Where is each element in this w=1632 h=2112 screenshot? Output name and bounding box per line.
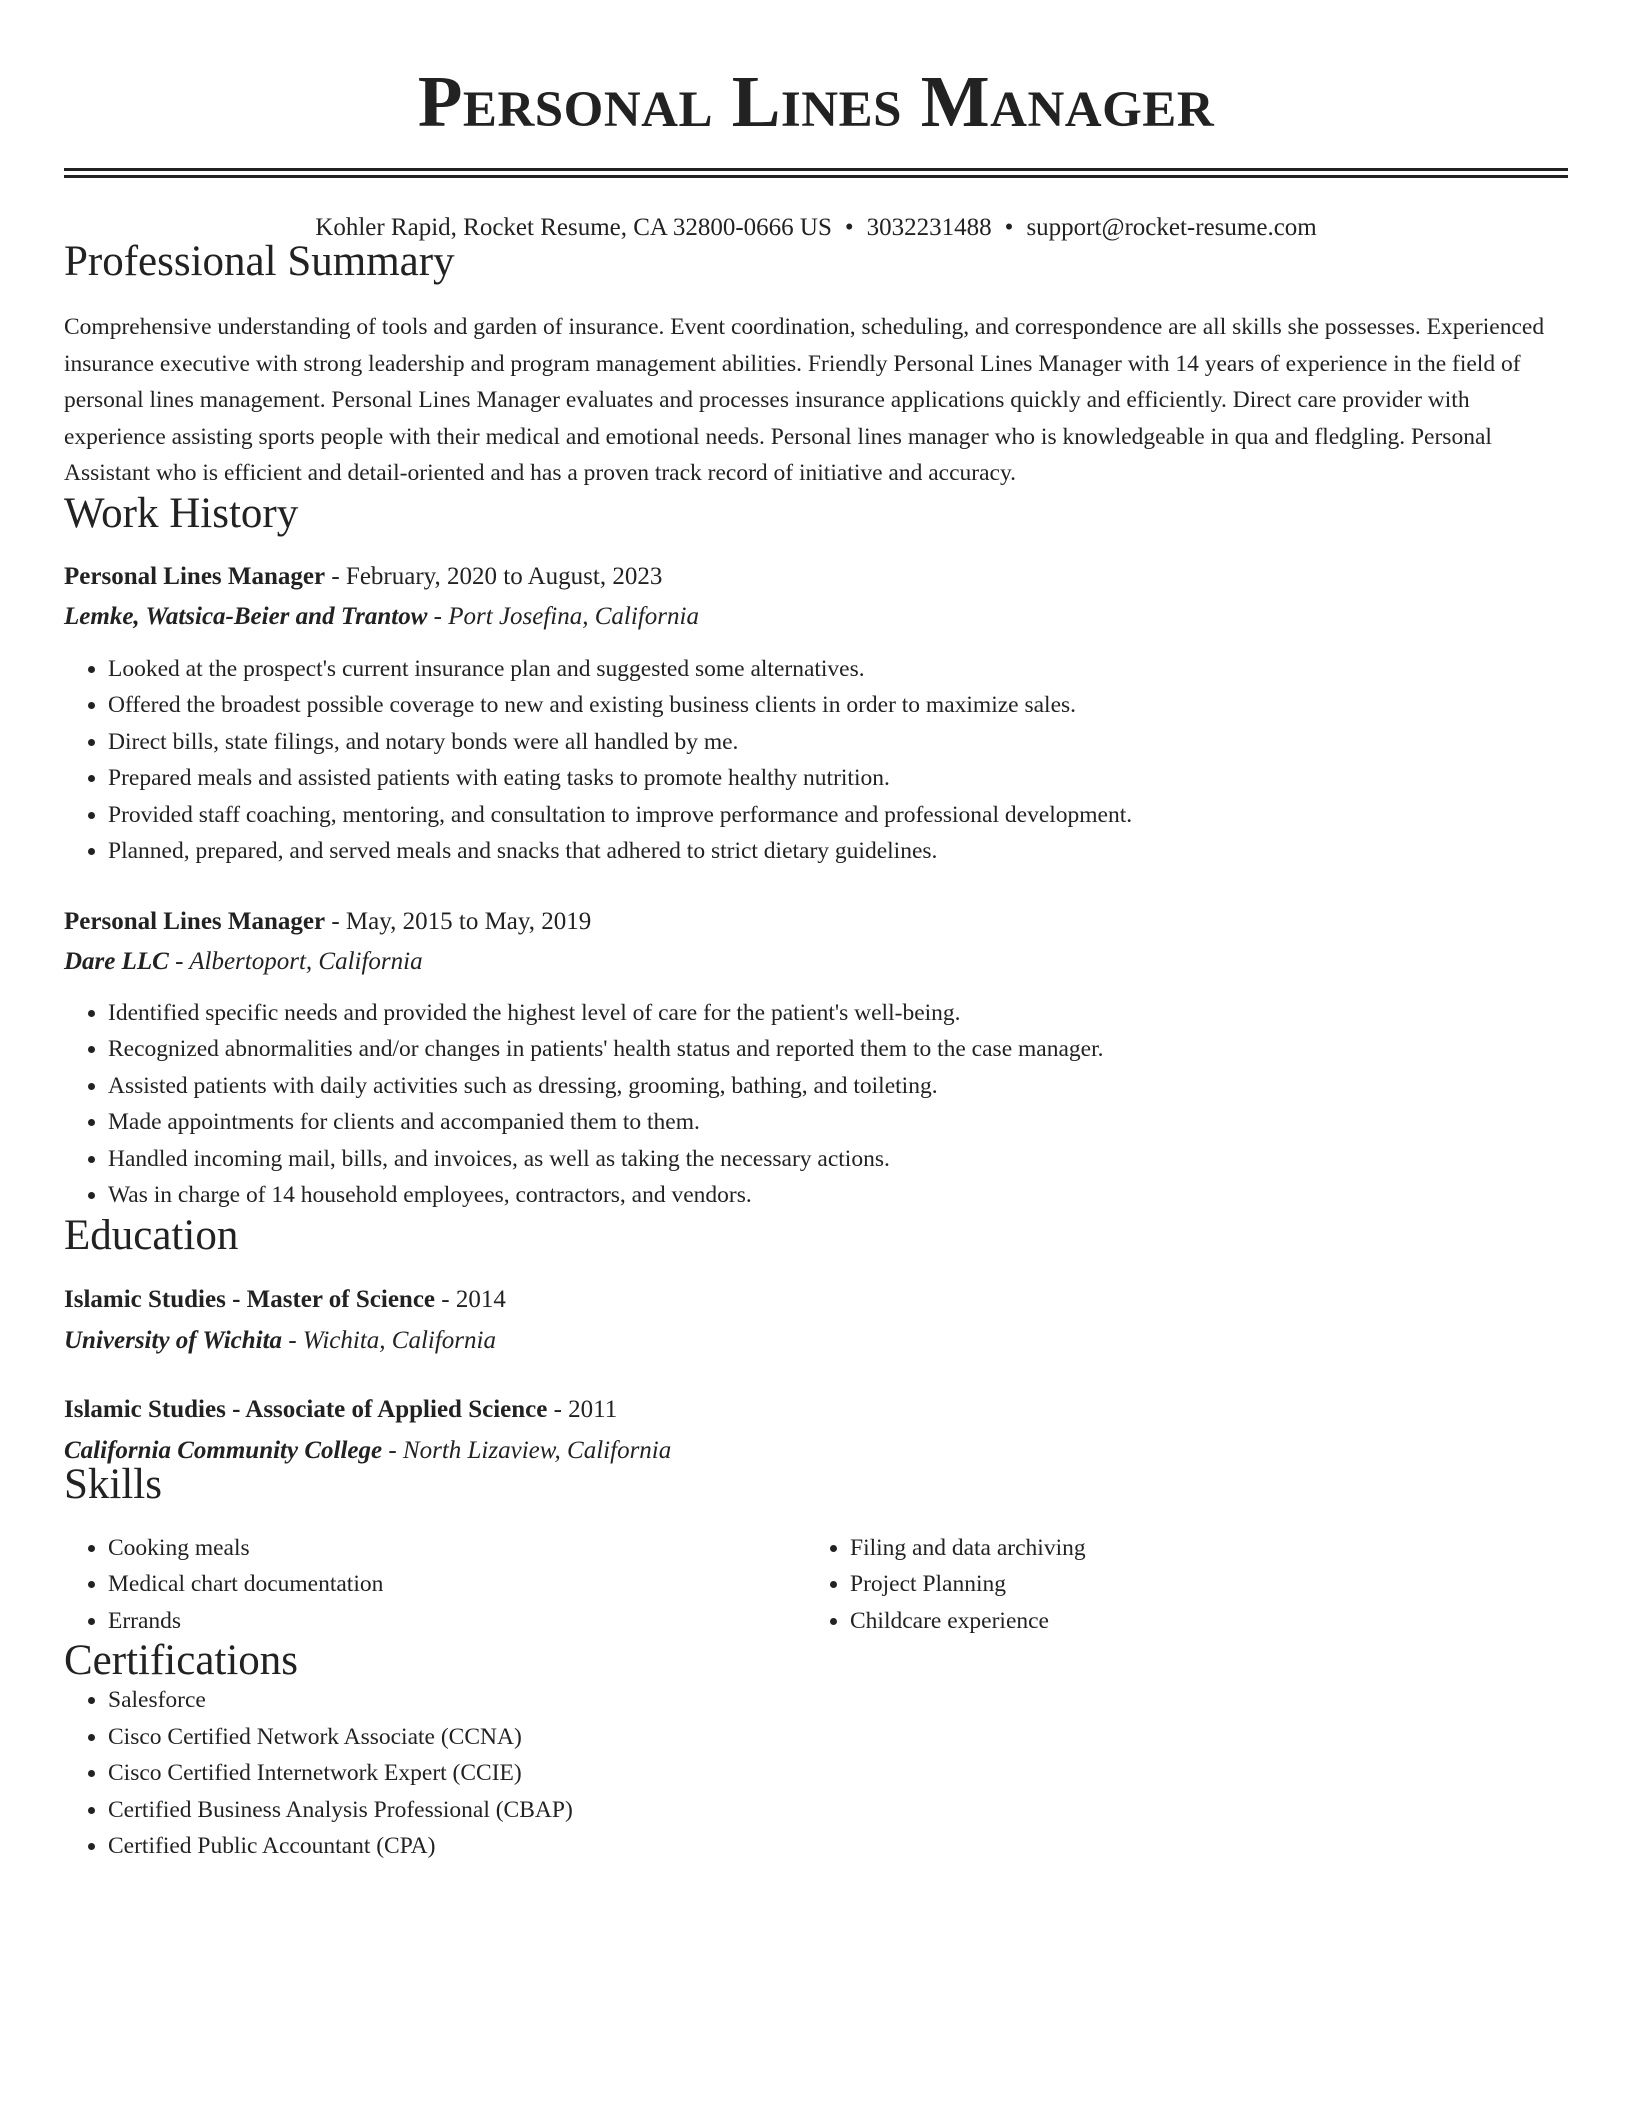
skill-item: • Errands [108,1603,806,1640]
contact-line [64,215,1568,240]
summary-text: Comprehensive understanding of tools and garden of insurance. Event coordination, scheduling, and correspondence are all skills she possesses. Experienced insurance executive with strong leadership and program management abilities. Friendly Personal Lines Manager with 14 years of experience in the field of personal lines management. Personal Lines Manager evaluates and processes insurance applications quickly and efficiently. Direct care provider with experience assisting sports people with their medical and emotional needs. Personal lines manager who is knowledgeable in qua and fledgling. Personal Assistant who is efficient and detail-oriented and has a proven track record of initiative and accuracy. [64,314,1545,486]
contact-address: Kohler Rapid, Rocket Resume, CA 32800-0666 US [315,214,832,241]
employer-line [64,604,1568,629]
job-bullet: • Direct bills, state filings, and notary bonds were all handled by me. [108,724,1568,761]
skills-bullets-right [806,1530,1548,1640]
degree-name: Islamic Studies - Master of Science [64,1285,436,1313]
employer-line [64,949,1568,974]
skills-column-right [806,1530,1548,1640]
education-heading: Education [64,1211,239,1259]
certification-item: • Salesforce [108,1682,1568,1719]
job-dates: - May, 2015 to May, 2019 [331,907,592,935]
job-bullets [64,995,1568,1214]
job-bullet: • Made appointments for clients and accompanied them to them. [108,1104,1568,1141]
contact-phone: 3032231488 [866,214,992,241]
degree-line [64,1397,1568,1422]
skill-item: • Cooking meals [108,1530,806,1567]
employer-name: Lemke, Watsica-Beier and Trantow [64,602,428,630]
employer-location: - Port Josefina, California [433,602,699,630]
employer-name: Dare LLC [64,947,169,975]
skill-item: • Medical chart documentation [108,1566,806,1603]
title-rule-top [64,168,1568,171]
job-bullet: • Looked at the prospect's current insurance plan and suggested some alternatives. [108,651,1568,688]
skill-item: • Filing and data archiving [850,1530,1548,1567]
certification-item: • Certified Business Analysis Professional (CBAP) [108,1792,1568,1829]
job-bullet: • Assisted patients with daily activities such as dressing, grooming, bathing, and toileting. [108,1068,1568,1105]
certification-item: • Cisco Certified Network Associate (CCNA) [108,1719,1568,1756]
skill-item: • Childcare experience [850,1603,1548,1640]
job-bullet: • Recognized abnormalities and/or changes in patients' health status and reported them to the case manager. [108,1031,1568,1068]
job-title: Personal Lines Manager [64,562,326,590]
contact-email: support@rocket-resume.com [1026,214,1317,241]
job-bullet: • Prepared meals and assisted patients with eating tasks to promote healthy nutrition. [108,760,1568,797]
job-bullet: • Planned, prepared, and served meals and snacks that adhered to strict dietary guidelines. [108,833,1568,870]
job-dates: - February, 2020 to August, 2023 [331,562,663,590]
degree-name: Islamic Studies - Associate of Applied Science [64,1395,548,1423]
job-bullet: • Provided staff coaching, mentoring, and consultation to improve performance and professional development. [108,797,1568,834]
resume-title: Personal Lines Manager [417,61,1215,142]
skills-heading: Skills [64,1460,162,1508]
job-bullet: • Identified specific needs and provided the highest level of care for the patient's well-being. [108,995,1568,1032]
job-entry [64,564,1568,870]
employer-location: - Albertoport, California [175,947,423,975]
work-history-heading: Work History [64,489,299,537]
job-entry [64,909,1568,1214]
skills-bullets-left [64,1530,806,1640]
school-line [64,1438,1568,1463]
certification-item: • Cisco Certified Internetwork Expert (CCIE) [108,1755,1568,1792]
degree-year: - 2014 [441,1285,506,1313]
degree-line [64,1287,1568,1312]
job-bullet: • Was in charge of 14 household employees, contractors, and vendors. [108,1177,1568,1214]
certification-item: • Certified Public Accountant (CPA) [108,1828,1568,1865]
job-title: Personal Lines Manager [64,907,326,935]
skill-item: • Project Planning [850,1566,1548,1603]
job-title-line [64,909,1568,934]
contact-separator: • [844,214,854,241]
education-entry [64,1397,1568,1463]
title-rule-bottom [64,175,1568,178]
skills-column-left [64,1530,806,1640]
certifications-list [64,1682,1568,1865]
contact-separator: • [1004,214,1014,241]
job-bullet: • Offered the broadest possible coverage to new and existing business clients in order to maximize sales. [108,687,1568,724]
job-bullet: • Handled incoming mail, bills, and invoices, as well as taking the necessary actions. [108,1141,1568,1178]
skills-list [64,1530,1568,1640]
school-location: - North Lizaview, California [388,1436,672,1464]
school-name: University of Wichita [64,1326,283,1354]
school-line [64,1328,1568,1353]
certifications-heading: Certifications [64,1637,299,1684]
school-name: California Community College [64,1436,383,1464]
job-bullets [64,651,1568,870]
education-entry [64,1287,1568,1353]
school-location: - Wichita, California [288,1326,496,1354]
job-title-line [64,564,1568,589]
summary-heading: Professional Summary [64,238,455,285]
degree-year: - 2011 [553,1395,618,1423]
